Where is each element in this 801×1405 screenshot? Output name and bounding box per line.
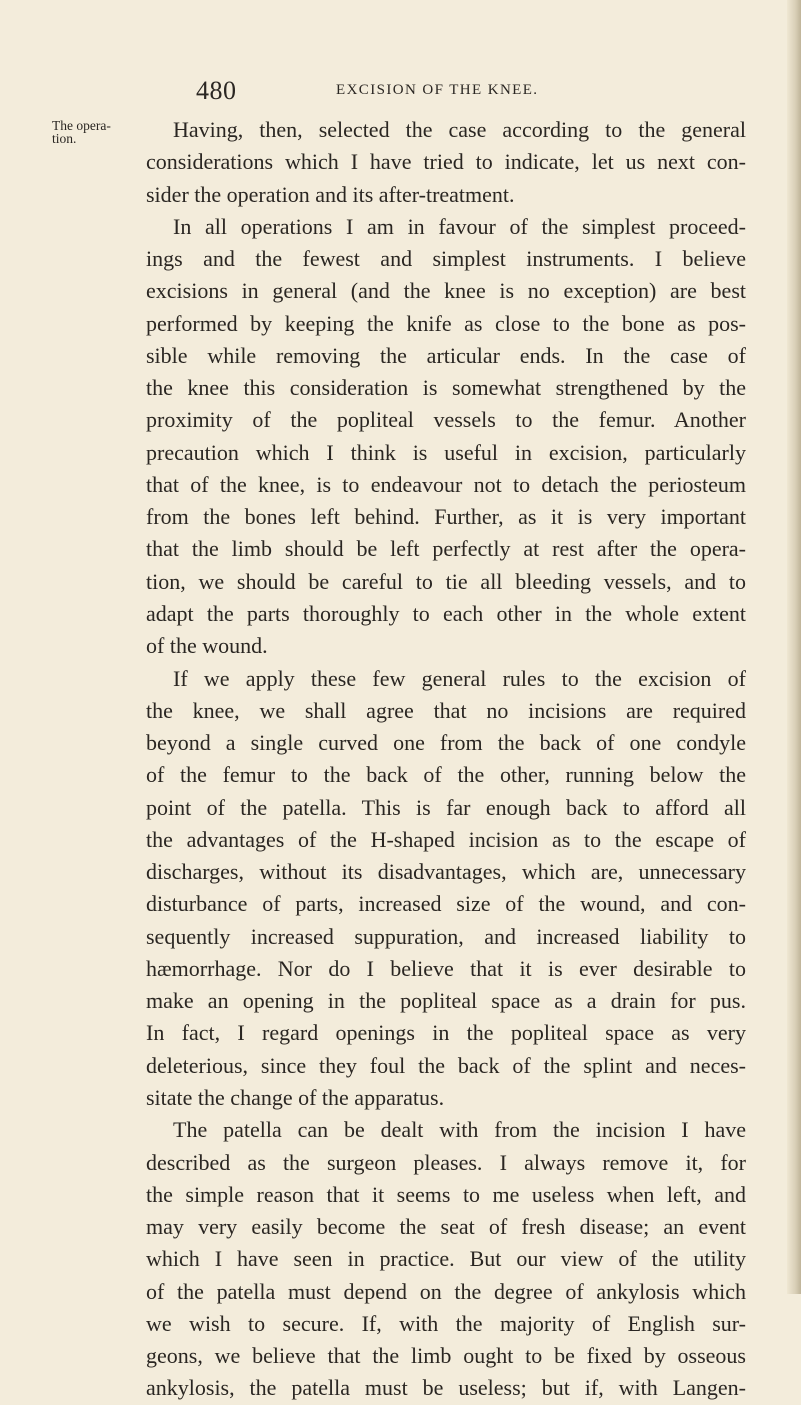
text-line: beyond a single curved one from the back of one condyle	[146, 730, 746, 756]
text-line: tion, we should be careful to tie all bleeding vessels, and to	[146, 568, 746, 594]
text-line: of the femur to the back of the other, running below the	[146, 762, 746, 788]
margin-note-line: The opera-	[52, 118, 111, 133]
text-line: of the wound.	[146, 633, 268, 659]
text-line: performed by keeping the knife as close to the bone as pos-	[146, 310, 746, 336]
text-line: discharges, without its disadvantages, which are, unnecessary	[146, 859, 746, 885]
running-head	[0, 76, 801, 112]
text-line: described as the surgeon pleases. I always remove it, for	[146, 1149, 746, 1175]
text-line: If we apply these few general rules to the excision of	[173, 665, 746, 691]
text-line: the knee this consideration is somewhat strengthened by the	[146, 375, 746, 401]
text-line: that of the knee, is to endeavour not to detach the periosteum	[146, 471, 746, 497]
margin-note	[52, 119, 132, 145]
running-title: EXCISION OF THE KNEE.	[336, 82, 539, 98]
text-line: deleterious, since they foul the back of the splint and neces-	[146, 1052, 746, 1078]
text-line: ankylosis, the patella must be useless; but if, with Langen-	[146, 1375, 746, 1401]
text-line: ings and the fewest and simplest instruments. I believe	[146, 246, 746, 272]
text-line: sider the operation and its after-treatment.	[146, 181, 515, 207]
text-line: hæmorrhage. Nor do I believe that it is ever desirable to	[146, 955, 746, 981]
text-line: In fact, I regard openings in the popliteal space as very	[146, 1020, 746, 1046]
text-line: In all operations I am in favour of the simplest proceed-	[173, 213, 746, 239]
text-line: excisions in general (and the knee is no exception) are best	[146, 278, 746, 304]
text-line: from the bones left behind. Further, as it is very important	[146, 504, 746, 530]
text-line: which I have seen in practice. But our view of the utility	[146, 1246, 746, 1272]
page-number: 480	[196, 76, 237, 105]
text-line: sible while removing the articular ends. In the case of	[146, 342, 746, 368]
text-line: precaution which I think is useful in excision, particularly	[146, 439, 746, 465]
text-line: that the limb should be left perfectly at rest after the opera-	[146, 536, 746, 562]
text-line: may very easily become the seat of fresh disease; an event	[146, 1214, 746, 1240]
text-line: we wish to secure. If, with the majority of English sur-	[146, 1310, 746, 1336]
text-line: The patella can be dealt with from the incision I have	[173, 1117, 746, 1143]
text-line: the simple reason that it seems to me useless when left, and	[146, 1181, 746, 1207]
text-line: the knee, we shall agree that no incisions are required	[146, 697, 746, 723]
text-line: Having, then, selected the case according to the general	[173, 117, 746, 142]
text-line: point of the patella. This is far enough back to afford all	[146, 794, 746, 820]
text-line: of the patella must depend on the degree of ankylosis which	[146, 1278, 746, 1304]
margin-note-line: tion.	[52, 131, 77, 146]
text-line: geons, we believe that the limb ought to be fixed by osseous	[146, 1343, 746, 1369]
text-line: make an opening in the popliteal space as a drain for pus.	[146, 988, 746, 1014]
text-line: considerations which I have tried to indicate, let us next con-	[146, 149, 746, 175]
text-line: the advantages of the H-shaped incision as to the escape of	[146, 826, 746, 852]
page-edge-shadow	[787, 0, 801, 1294]
body-text	[146, 114, 746, 1405]
text-line: sequently increased suppuration, and increased liability to	[146, 923, 746, 949]
text-line: disturbance of parts, increased size of the wound, and con-	[146, 891, 746, 917]
text-line: sitate the change of the apparatus.	[146, 1084, 445, 1110]
text-line: proximity of the popliteal vessels to the femur. Another	[146, 407, 746, 433]
text-line: adapt the parts thoroughly to each other in the whole extent	[146, 600, 746, 626]
